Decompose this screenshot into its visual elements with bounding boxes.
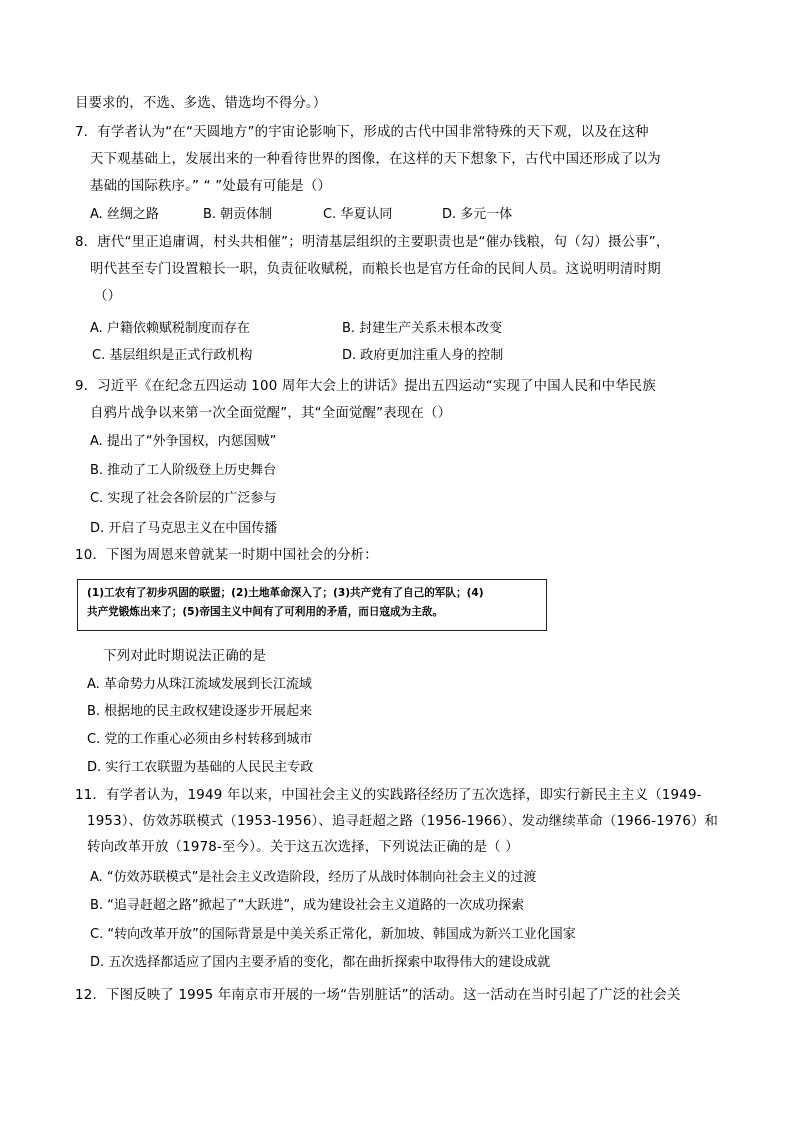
question-11-line-2: 1953）、仿效苏联模式（1953-1956）、追寻赶超之路（1956-1966）、发动继续革命（1966-1976）和 bbox=[87, 814, 719, 829]
question-7-option-b[interactable]: B. 朝贡体制 bbox=[203, 207, 273, 222]
question-9-option-d[interactable]: D. 开启了马克思主义在中国传播 bbox=[90, 521, 278, 536]
question-8-line-3: （） bbox=[94, 289, 122, 304]
question-10-prompt: 下列对此时期说法正确的是 bbox=[103, 649, 267, 664]
question-11-option-a[interactable]: A. “仿效苏联模式”是社会主义改造阶段，经历了从战时体制向社会主义的过渡 bbox=[90, 870, 537, 885]
question-10-option-a[interactable]: A. 革命势力从珠江流域发展到长江流域 bbox=[87, 677, 312, 692]
quote-line-2: 共产党锻炼出来了；(5)帝国主义中间有了可利用的矛盾，而日寇成为主敌。 bbox=[87, 606, 444, 618]
question-7-line-1: 7．有学者认为“在“天圆地方”的宇宙论影响下，形成的古代中国非常特殊的天下观，以及在这种 bbox=[75, 125, 649, 140]
question-9-option-c[interactable]: C. 实现了社会各阶层的广泛参与 bbox=[90, 491, 277, 506]
question-8-option-b[interactable]: B. 封建生产关系未根本改变 bbox=[342, 321, 503, 336]
question-10-line-1: 10．下图为周恩来曾就某一时期中国社会的分析： bbox=[75, 548, 378, 563]
question-8-line-2: 明代甚至专门设置粮长一职，负责征收赋税，而粮长也是官方任命的民间人员。这说明明清时期 bbox=[90, 262, 661, 277]
question-11-option-d[interactable]: D. 五次选择都适应了国内主要矛盾的变化，都在曲折探索中取得伟大的建设成就 bbox=[90, 955, 551, 970]
question-8-option-c[interactable]: C. 基层组织是正式行政机构 bbox=[92, 348, 253, 363]
question-11-option-b[interactable]: B. “追寻赶超之路”掀起了“大跃进”，成为建设社会主义道路的一次成功探索 bbox=[90, 898, 525, 913]
question-11-option-c[interactable]: C. “转向改革开放”的国际背景是中美关系正常化，新加坡、韩国成为新兴工业化国家 bbox=[90, 927, 576, 942]
section-instruction: 目要求的，不选、多选、错选均不得分。） bbox=[75, 96, 327, 111]
question-8-option-d[interactable]: D. 政府更加注重人身的控制 bbox=[342, 348, 504, 363]
question-9-option-b[interactable]: B. 推动了工人阶级登上历史舞台 bbox=[90, 463, 277, 478]
question-12-line-1: 12．下图反映了 1995 年南京市开展的一场“告别脏话”的活动。这一活动在当时引起了广泛的社会关 bbox=[75, 988, 681, 1003]
question-10-option-d[interactable]: D. 实行工农联盟为基础的人民民主专政 bbox=[87, 760, 314, 775]
question-11-line-1: 11．有学者认为，1949 年以来，中国社会主义的实践路径经历了五次选择，即实行新民主主义（1949- bbox=[75, 788, 702, 803]
question-9-option-a[interactable]: A. 提出了“外争国权，内惩国贼” bbox=[90, 434, 277, 449]
question-10-option-b[interactable]: B. 根据地的民主政权建设逐步开展起来 bbox=[87, 704, 313, 719]
question-7-option-d[interactable]: D. 多元一体 bbox=[442, 207, 513, 222]
question-8-option-a[interactable]: A. 户籍依赖赋税制度而存在 bbox=[90, 321, 250, 336]
question-8-line-1: 8．唐代“里正追庸调，村头共相催”；明清基层组织的主要职责也是“催办钱粮，句（勾）摄公事”， bbox=[75, 235, 670, 250]
quote-box bbox=[77, 579, 547, 631]
question-9-line-2: 自鸦片战争以来第一次全面觉醒”，其“全面觉醒”表现在（） bbox=[90, 406, 452, 421]
question-7-line-3: 基础的国际秩序。” “ ”处最有可能是（） bbox=[90, 179, 332, 194]
quote-line-1: (1)工农有了初步巩固的联盟；(2)土地革命深入了；(3)共产党有了自己的军队；(4) bbox=[87, 587, 484, 599]
question-9-line-1: 9．习近平《在纪念五四运动 100 周年大会上的讲话》提出五四运动“实现了中国人民和中华民族 bbox=[75, 379, 656, 394]
question-7-option-a[interactable]: A. 丝绸之路 bbox=[90, 207, 159, 222]
question-7-option-c[interactable]: C. 华夏认同 bbox=[323, 207, 393, 222]
question-11-line-3: 转向改革开放（1978-至今）。关于这五次选择，下列说法正确的是（ ） bbox=[87, 840, 519, 855]
question-10-option-c[interactable]: C. 党的工作重心必须由乡村转移到城市 bbox=[87, 732, 313, 747]
question-7-line-2: 天下观基础上，发展出来的一种看待世界的图像，在这样的天下想象下，古代中国还形成了以为 bbox=[90, 152, 661, 167]
